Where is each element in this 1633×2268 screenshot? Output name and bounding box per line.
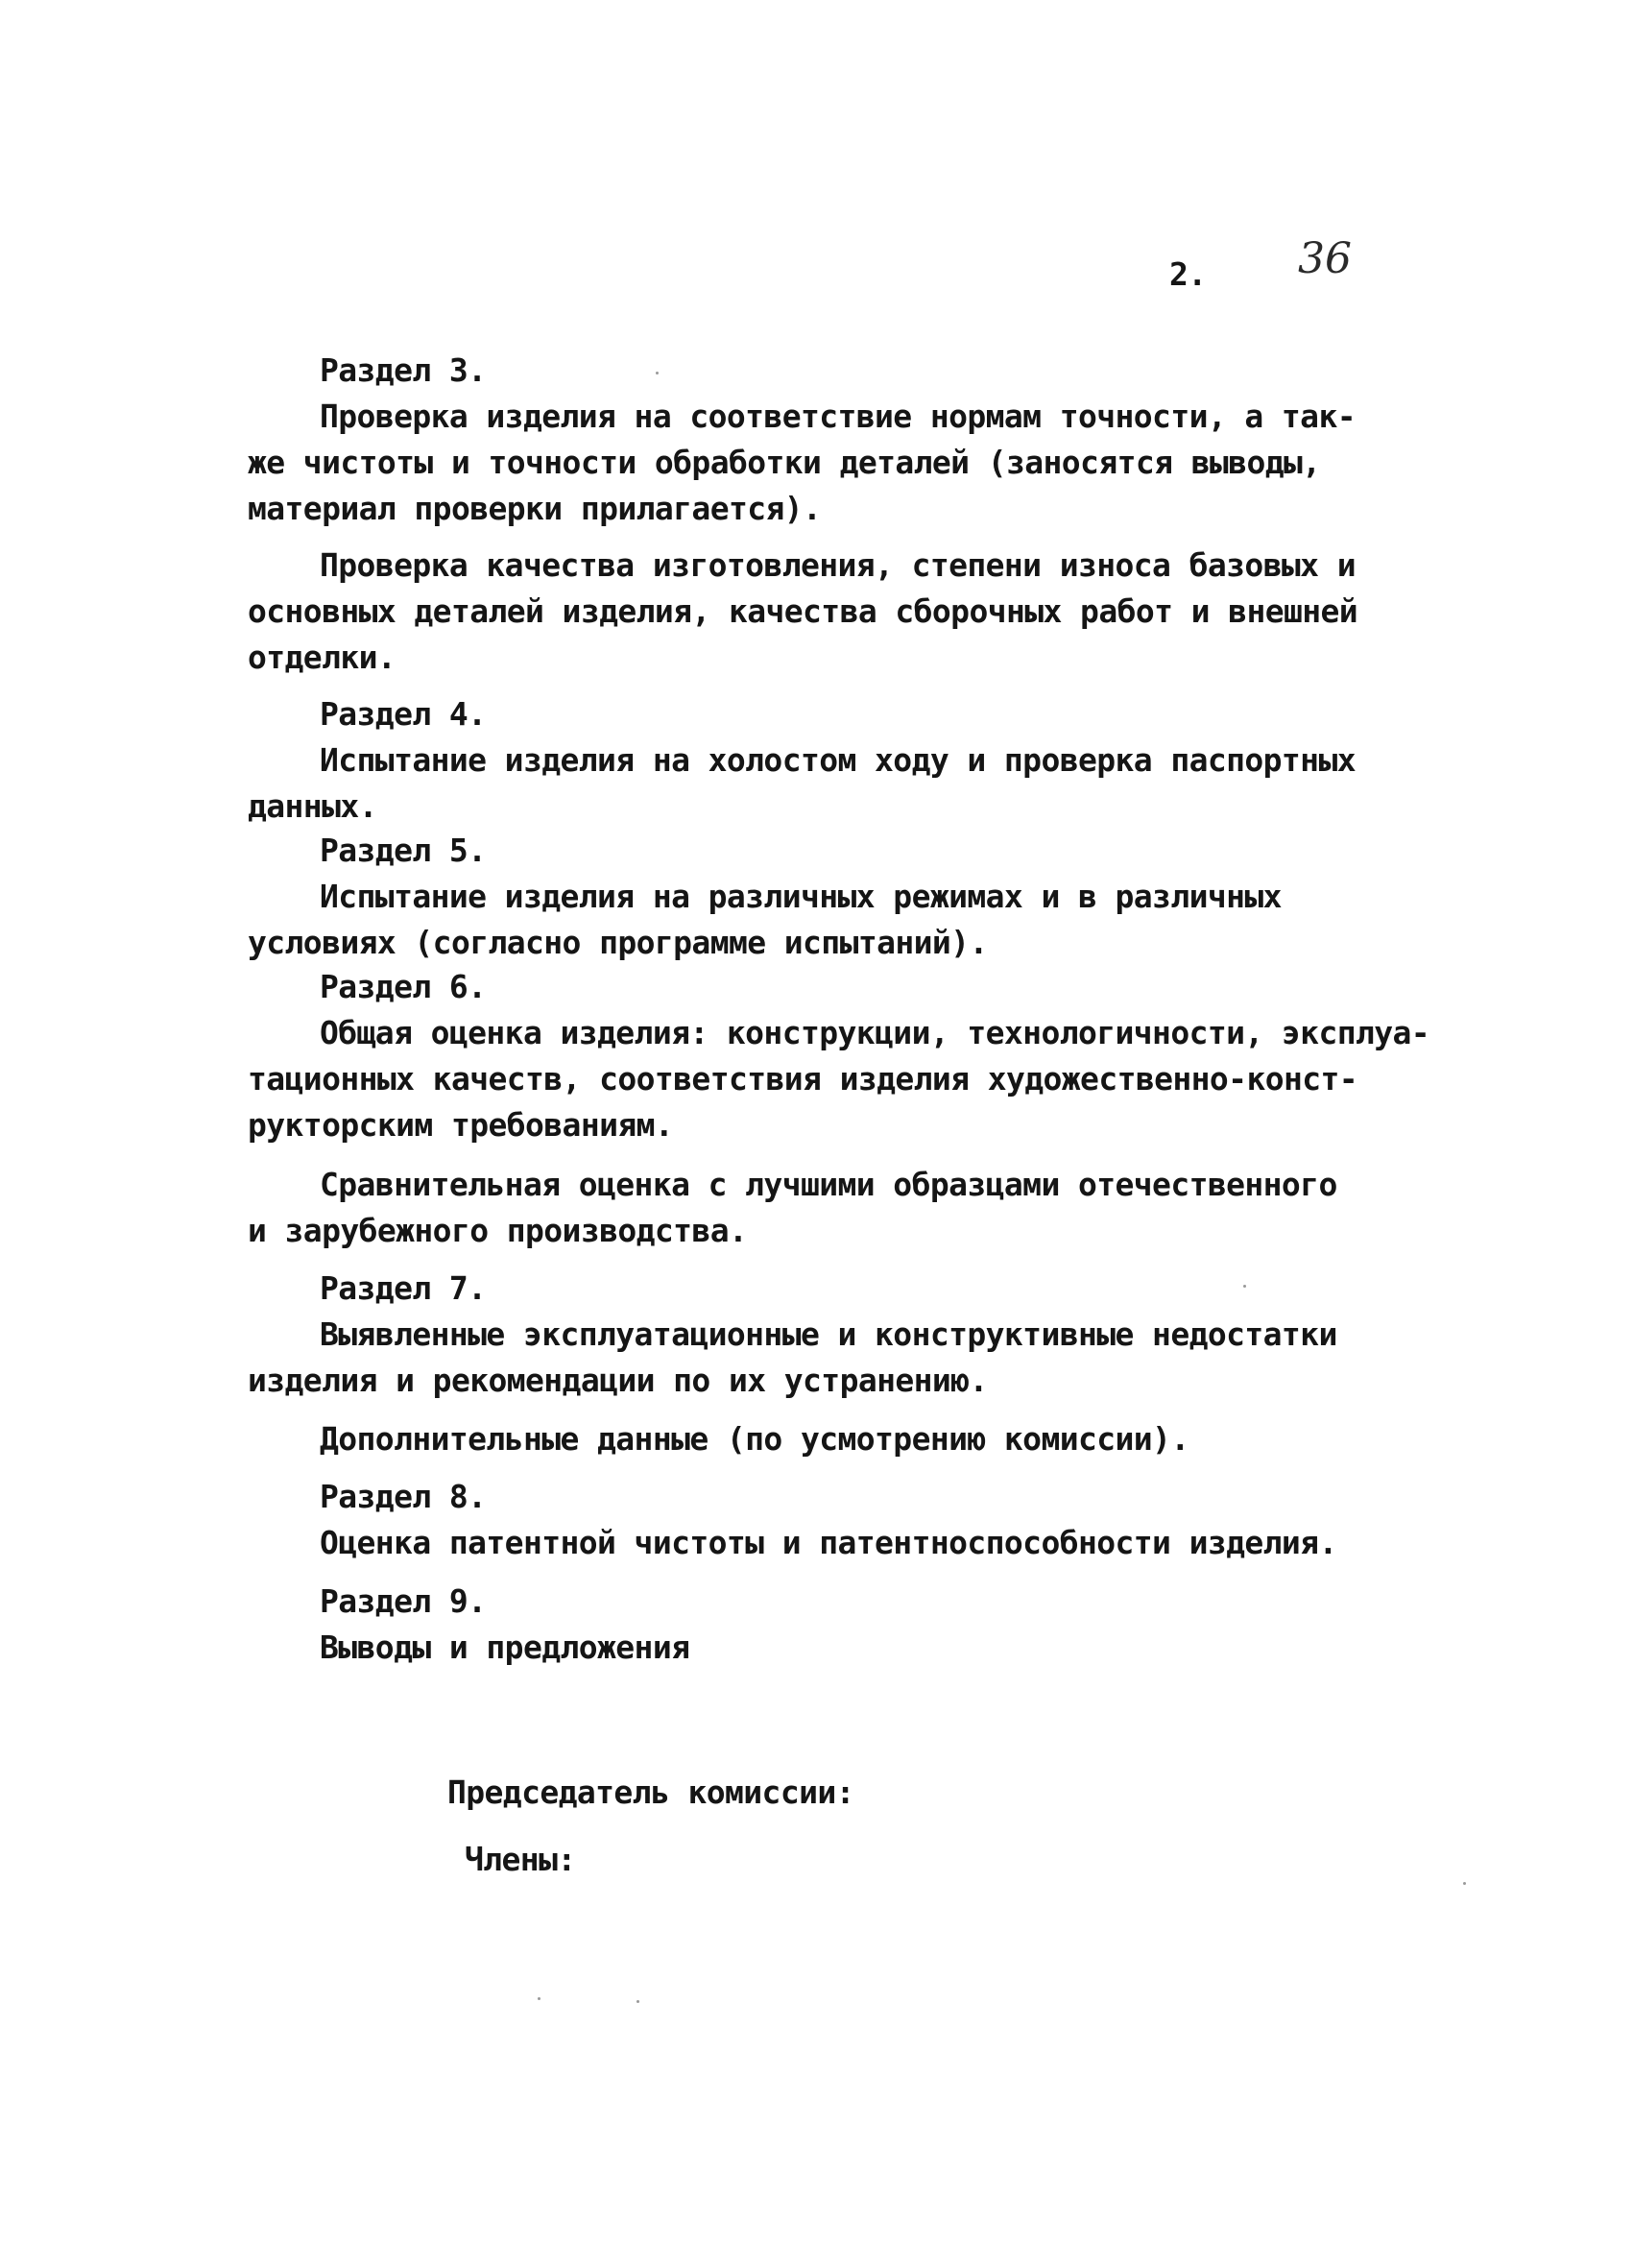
section-8-text-line-1: Оценка патентной чистоты и патентноспособности изделия. <box>320 1524 1337 1561</box>
page-number: 2. <box>1169 255 1207 293</box>
section-5-heading: Раздел 5. <box>320 832 487 869</box>
section-6-text-line-1: Общая оценка изделия: конструкции, технологичности, эксплуа- <box>320 1014 1430 1051</box>
section-9-heading: Раздел 9. <box>320 1582 487 1620</box>
comparison-line-2: и зарубежного производства. <box>248 1212 748 1249</box>
quality-check-line-1: Проверка качества изготовления, степени износа базовых и <box>320 546 1356 584</box>
section-5-text-line-2: условиях (согласно программе испытаний). <box>248 924 988 961</box>
section-3-text-line-2: же чистоты и точности обработки деталей (заносятся выводы, <box>248 444 1321 481</box>
section-7-text-line-2: изделия и рекомендации по их устранению. <box>248 1362 988 1399</box>
section-7-heading: Раздел 7. <box>320 1269 487 1307</box>
scan-speck <box>1463 1882 1466 1885</box>
section-3-text-line-1: Проверка изделия на соответствие нормам точности, а так- <box>320 398 1356 435</box>
comparison-line-1: Сравнительная оценка с лучшими образцами отечественного <box>320 1166 1337 1203</box>
scan-speck <box>538 1997 540 2000</box>
section-6-heading: Раздел 6. <box>320 968 487 1005</box>
chairman-signature-label: Председатель комиссии: <box>447 1773 854 1811</box>
section-4-heading: Раздел 4. <box>320 695 487 733</box>
quality-check-line-2: основных деталей изделия, качества сборочных работ и внешней <box>248 592 1358 630</box>
section-8-heading: Раздел 8. <box>320 1478 487 1515</box>
section-9-text-line-1: Выводы и предложения <box>320 1629 690 1666</box>
scan-speck <box>636 2000 639 2003</box>
additional-data-line: Дополнительные данные (по усмотрению комиссии). <box>320 1420 1189 1458</box>
scan-speck <box>656 372 659 374</box>
section-6-text-line-2: тационных качеств, соответствия изделия художественно-конст- <box>248 1060 1358 1098</box>
section-3-text-line-3: материал проверки прилагается). <box>248 490 822 527</box>
section-3-heading: Раздел 3. <box>320 351 487 389</box>
section-7-text-line-1: Выявленные эксплуатационные и конструктивные недостатки <box>320 1315 1337 1353</box>
section-5-text-line-1: Испытание изделия на различных режимах и в различных <box>320 878 1282 915</box>
section-4-text-line-1: Испытание изделия на холостом ходу и проверка паспортных <box>320 741 1356 779</box>
members-signature-label: Члены: <box>465 1841 576 1878</box>
section-4-text-line-2: данных. <box>248 787 377 825</box>
handwritten-page-number: 36 <box>1298 234 1352 283</box>
quality-check-line-3: отделки. <box>248 639 396 676</box>
section-6-text-line-3: рукторским требованиям. <box>248 1106 674 1144</box>
scan-speck <box>1243 1285 1246 1288</box>
